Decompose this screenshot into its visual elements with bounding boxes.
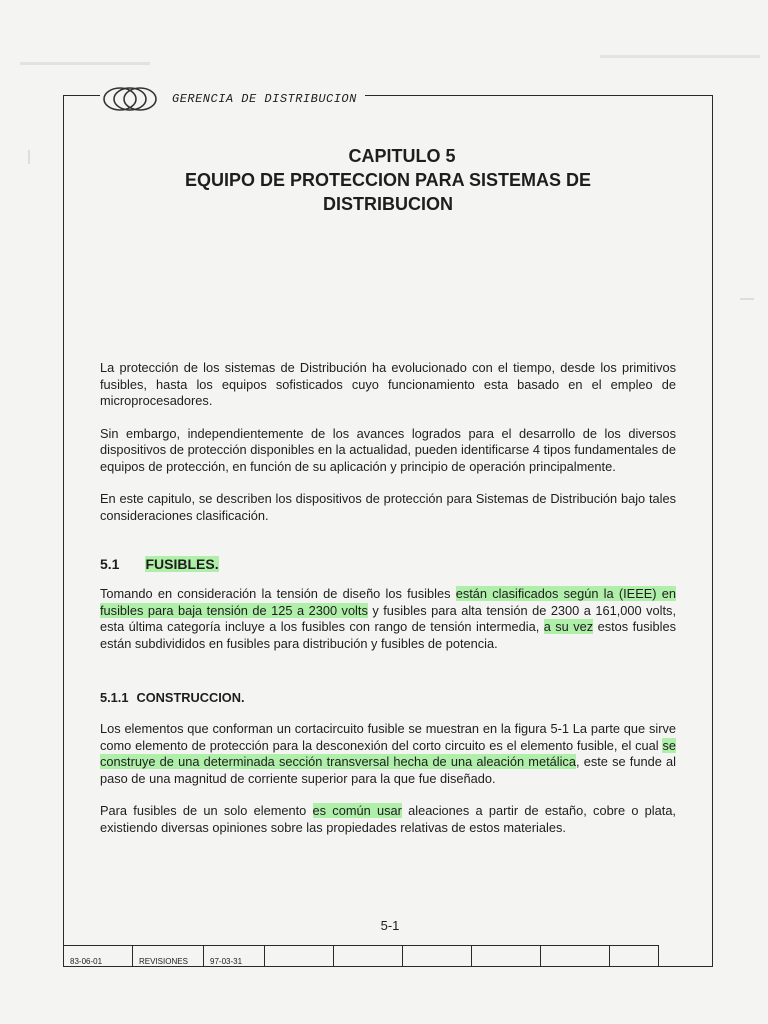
chapter-title-line2: DISTRIBUCION [323,194,453,214]
revision-date-1: 83-06-01 [64,946,133,967]
section-5-1-1-paragraph-1: Los elementos que conforman un cortacircuito fusible se muestran en la figura 5-1 La parte que sirve como elemento de protección para la desconexión del corto circuito es el elemento fusible, el cual se construye de una determinada sección transversal hecha de una aleación metálica, este se funde al paso de una magnitud de corriente superior para la que fue diseñado. [100,721,676,786]
revision-cell [265,946,334,967]
revision-label: REVISIONES [133,946,204,967]
revision-cell [610,946,659,967]
chapter-number: CAPITULO 5 [348,146,456,166]
highlighted-text: se construye de una determinada sección transversal hecha de una aleación metálica [100,737,676,769]
section-5-1-1-paragraph-2: Para fusibles de un solo elemento es común usar aleaciones a partir de estaño, cobre o plata, existiendo diversas opiniones sobre las propiedades relativas de estos materiales. [100,803,676,835]
document-body [100,360,676,836]
chapter-heading [100,146,676,215]
highlighted-text: a su vez [543,619,594,634]
revision-date-2: 97-03-31 [204,946,265,967]
section-number: 5.1.1 [100,690,129,705]
revision-cell [541,946,610,967]
intro-paragraph-2: Sin embargo, independientemente de los avances logrados para el desarrollo de los diversos dispositivos de protección disponibles en la actualidad, pueden identificarse 4 tipos fundamentales de equipos de protección, en función de su aplicación y principio de operación principalmente. [100,425,676,474]
revision-cell [472,946,541,967]
section-number: 5.1 [100,556,120,572]
intro-paragraph-1: La protección de los sistemas de Distribución ha evolucionado con el tiempo, desde los primitivos fusibles, hasta los equipos sofisticados cuyo funcionamiento esta basado en el empleo de microprocesadores. [100,360,676,408]
scan-speck [740,298,754,300]
revision-table [63,945,659,967]
highlighted-text: es común usar [312,803,402,818]
scan-speck [28,150,30,164]
revision-cell [403,946,472,967]
revision-cell [334,946,403,967]
section-title: FUSIBLES. [145,556,219,572]
chapter-title-line1: EQUIPO DE PROTECCION PARA SISTEMAS DE [184,170,592,190]
intro-paragraph-3: En este capitulo, se describen los dispositivos de protección para Sistemas de Distribución bajo tales consideraciones clasificación. [100,491,676,523]
company-logo-icon [100,84,158,114]
page-header [100,84,365,114]
section-5-1-paragraph: Tomando en consideración la tensión de diseño los fusibles están clasificados según la (IEEE) en fusibles para baja tensión de 125 a 2300 volts y fusibles para alta tensión de 2300 a 161,000 volts, esta última categoría incluye a los fusibles con rango de tensión intermedia, a su vez estos fusibles están subdivididos en fusibles para distribución y fusibles de potencia. [100,586,676,651]
section-title: CONSTRUCCION. [136,690,245,705]
scan-speck [20,62,150,65]
scan-speck [600,55,760,58]
page-number: 5-1 [380,918,400,933]
highlighted-text: están clasificados según la (IEEE) en fusibles para baja tensión de 125 a 2300 volts [100,586,676,618]
header-org-name: GERENCIA DE DISTRIBUCION [172,92,357,106]
section-5-1-heading [100,556,676,572]
section-5-1-1-heading [100,690,676,705]
